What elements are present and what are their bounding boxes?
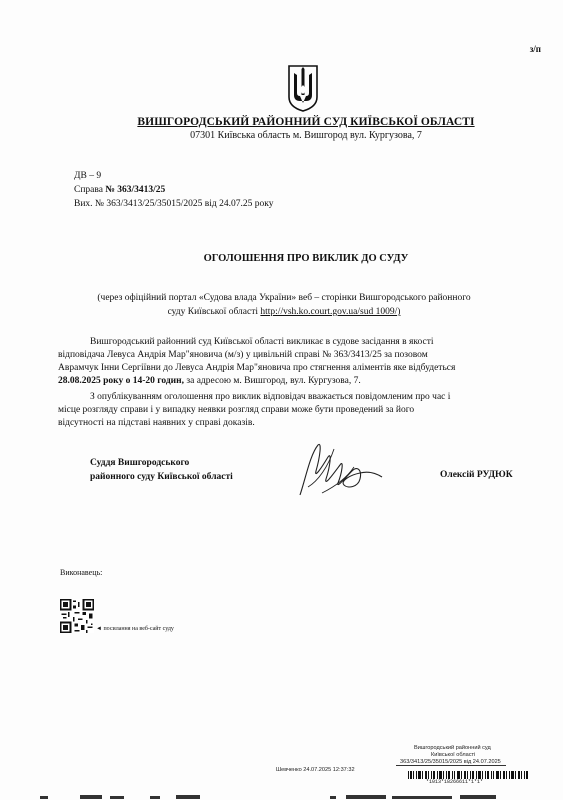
case-label: Справа <box>74 185 106 195</box>
document-title: ОГОЛОШЕННЯ ПРО ВИКЛИК ДО СУДУ <box>203 253 409 264</box>
body-paragraph-1-line-4 <box>58 376 361 386</box>
qr-code-icon[interactable] <box>60 599 94 633</box>
portal-prefix: суду Київської області <box>167 307 261 317</box>
handwritten-signature-icon <box>288 437 388 499</box>
body-paragraph-1-line-1: Вишгородський районний суд Київської області викликає в судове засідання в якості <box>90 337 434 347</box>
trident-emblem-icon <box>286 63 320 113</box>
portal-line-2 <box>74 307 494 317</box>
stamp-court-name: Вишгородський районний суд <box>414 745 491 751</box>
stamp-region: Київської області <box>431 752 476 758</box>
body-paragraph-1-line-2: відповідача Левуса Андрія Мар"яновича (м/з) у цивільній справі № 363/3413/25 за позовом <box>58 350 428 360</box>
outgoing-number: Вих. № 363/3413/25/35015/2025 від 24.07.25 року <box>74 199 274 209</box>
scan-edge-artifact <box>0 793 563 800</box>
court-name: ВИШГОРОДСЬКИЙ РАЙОННИЙ СУД КИЇВСЬКОЇ ОБЛАСТІ <box>137 116 475 128</box>
court-address: 07301 Київська область м. Вишгород вул. Кургузова, 7 <box>190 130 422 141</box>
qr-caption <box>96 626 174 632</box>
executor-label: Виконавець: <box>60 568 103 577</box>
signer-title-line-2: районного суду Київської області <box>90 472 233 482</box>
body-paragraph-1-line-3: Аврамчук Інни Сергіївни до Левуса Андрія Мар"яновича про стягнення аліментів яке відбудеться <box>58 363 456 373</box>
signer-name: Олексій РУДЮК <box>440 470 513 480</box>
court-website-link[interactable]: http://vsh.ko.court.gov.ua/sud 1009/) <box>260 307 401 317</box>
arrow-left-icon: ◄ <box>96 626 102 632</box>
signer-title-line-1: Суддя Вишгородського <box>90 458 190 468</box>
body-paragraph-2-line-2: місце розгляду справи і у випадку неявки розгляд справи може бути проведений за його <box>58 405 415 415</box>
registration-stamp <box>276 745 546 785</box>
corner-mark: з/п <box>529 44 541 54</box>
stamp-operator: Шевченко 24.07.2025 12:37:32 <box>276 767 355 773</box>
hearing-datetime: 28.08.2025 року о 14-20 годин, <box>58 376 184 386</box>
stamp-rule <box>396 765 506 766</box>
dv-number: ДВ – 9 <box>74 171 102 181</box>
case-line <box>74 185 165 195</box>
body-paragraph-2-line-3: відсутності на підставі наявних у справі доказів. <box>58 418 255 428</box>
body-paragraph-2-line-1: З опублікуванням оголошення про виклик відповідач вважається повідомленим про час і <box>90 392 451 402</box>
hearing-address: за адресою м. Вишгород, вул. Кургузова, 7. <box>183 376 361 386</box>
portal-line-1: (через офіційний портал «Судова влада України» веб – сторінки Вишгородського районного <box>97 293 471 303</box>
case-number: № 363/3413/25 <box>105 185 166 195</box>
barcode-icon <box>408 771 528 779</box>
stamp-reg-number: 363/3413/25/35015/2025 від 24.07.2025 <box>400 759 501 765</box>
qr-caption-text: посилання на веб-сайт суду <box>103 626 174 632</box>
stamp-code: *1013*18266611*1*1* <box>426 779 484 785</box>
